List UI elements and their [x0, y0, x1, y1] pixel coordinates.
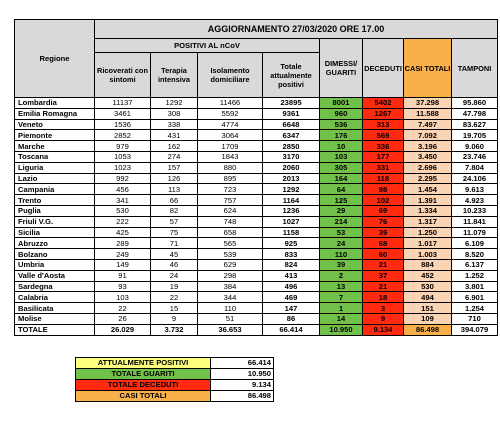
cell-isolamento: 344 — [198, 292, 263, 303]
cell-dimessi: 214 — [320, 216, 363, 227]
table-row — [15, 108, 498, 119]
cell-dimessi: 8001 — [320, 98, 363, 109]
summary-value: 66.414 — [211, 358, 274, 369]
cell-terapia: 24 — [151, 270, 198, 281]
cell-deceduti: 336 — [363, 141, 404, 152]
cell-deceduti: 569 — [363, 130, 404, 141]
table-row — [15, 130, 498, 141]
positivi-group-header: POSITIVI AL nCoV — [95, 39, 320, 53]
table-row — [15, 227, 498, 238]
cell-isolamento: 1709 — [198, 141, 263, 152]
cell-isolamento: 384 — [198, 281, 263, 292]
cell-isolamento: 748 — [198, 216, 263, 227]
summary-label: TOTALE GUARITI — [76, 369, 211, 380]
cell-ricoverati: 1053 — [95, 151, 151, 162]
cell-dimessi: 13 — [320, 281, 363, 292]
cell-ricoverati: 26 — [95, 313, 151, 324]
cell-ricoverati: 93 — [95, 281, 151, 292]
cell-tamponi: 8.520 — [452, 249, 498, 260]
totale-row — [15, 324, 498, 335]
report-container — [14, 19, 498, 336]
cell-casi: 109 — [404, 313, 452, 324]
cell-deceduti: 102 — [363, 195, 404, 206]
cell-terapia: 308 — [151, 108, 198, 119]
cell-ricoverati: 1023 — [95, 162, 151, 173]
cell-ricoverati: 3461 — [95, 108, 151, 119]
cell-isolamento: 565 — [198, 238, 263, 249]
cell-terapia: 82 — [151, 205, 198, 216]
cell-ricoverati: 992 — [95, 173, 151, 184]
cell-dimessi: 125 — [320, 195, 363, 206]
cell-tamponi: 11.079 — [452, 227, 498, 238]
cell-totale: 2013 — [263, 173, 320, 184]
summary-body — [76, 358, 274, 402]
cell-ricoverati: 530 — [95, 205, 151, 216]
cell-dimessi: 24 — [320, 238, 363, 249]
cell-casi: 2.696 — [404, 162, 452, 173]
cell-terapia: 126 — [151, 173, 198, 184]
table-row — [15, 119, 498, 130]
cell-terapia: 75 — [151, 227, 198, 238]
cell-totale: 1292 — [263, 184, 320, 195]
cell-regione: Lombardia — [15, 98, 95, 109]
summary-value: 9.134 — [211, 380, 274, 391]
cell-totale: 1164 — [263, 195, 320, 206]
cell-dimessi: 176 — [320, 130, 363, 141]
cell-deceduti: 37 — [363, 270, 404, 281]
cell-terapia: 22 — [151, 292, 198, 303]
cell-casi: 1.317 — [404, 216, 452, 227]
cell-casi: 1.250 — [404, 227, 452, 238]
totale-positivi: 66.414 — [263, 324, 320, 335]
cell-regione: Toscana — [15, 151, 95, 162]
cell-tamponi: 3.801 — [452, 281, 498, 292]
cell-totale: 496 — [263, 281, 320, 292]
page-title: AGGIORNAMENTO 27/03/2020 ORE 17.00 — [95, 20, 498, 39]
table-row — [15, 195, 498, 206]
table-row — [15, 270, 498, 281]
cell-regione: Puglia — [15, 205, 95, 216]
cell-tamponi: 19.705 — [452, 130, 498, 141]
cell-isolamento: 629 — [198, 259, 263, 270]
cell-regione: Lazio — [15, 173, 95, 184]
cell-deceduti: 18 — [363, 292, 404, 303]
cell-casi: 1.454 — [404, 184, 452, 195]
totale-deceduti: 9.134 — [363, 324, 404, 335]
cell-ricoverati: 222 — [95, 216, 151, 227]
cell-tamponi: 9.060 — [452, 141, 498, 152]
cell-terapia: 15 — [151, 303, 198, 314]
cell-tamponi: 47.798 — [452, 108, 498, 119]
table-row — [15, 151, 498, 162]
cell-isolamento: 895 — [198, 173, 263, 184]
totale-positivi-header: Totale attualmente positivi — [263, 53, 320, 98]
cell-casi: 884 — [404, 259, 452, 270]
cell-tamponi: 9.613 — [452, 184, 498, 195]
cell-terapia: 57 — [151, 216, 198, 227]
table-row — [15, 259, 498, 270]
cell-totale: 925 — [263, 238, 320, 249]
table-row — [15, 249, 498, 260]
cell-dimessi: 2 — [320, 270, 363, 281]
cell-regione: Trento — [15, 195, 95, 206]
cell-casi: 3.450 — [404, 151, 452, 162]
table-row — [15, 216, 498, 227]
cell-totale: 413 — [263, 270, 320, 281]
totale-terapia: 3.732 — [151, 324, 198, 335]
cell-isolamento: 880 — [198, 162, 263, 173]
terapia-header: Terapia intensiva — [151, 53, 198, 98]
cell-isolamento: 298 — [198, 270, 263, 281]
cell-casi: 1.017 — [404, 238, 452, 249]
cell-casi: 37.298 — [404, 98, 452, 109]
cell-terapia: 9 — [151, 313, 198, 324]
regione-header: Regione — [15, 20, 95, 98]
cell-totale: 1027 — [263, 216, 320, 227]
summary-table — [75, 357, 274, 402]
cell-ricoverati: 91 — [95, 270, 151, 281]
cell-deceduti: 21 — [363, 259, 404, 270]
cell-ricoverati: 425 — [95, 227, 151, 238]
cell-isolamento: 757 — [198, 195, 263, 206]
cell-deceduti: 5402 — [363, 98, 404, 109]
cell-dimessi: 1 — [320, 303, 363, 314]
cell-dimessi: 536 — [320, 119, 363, 130]
cell-deceduti: 118 — [363, 173, 404, 184]
table-body — [15, 98, 498, 325]
cell-casi: 7.092 — [404, 130, 452, 141]
cell-terapia: 338 — [151, 119, 198, 130]
cell-ricoverati: 22 — [95, 303, 151, 314]
table-row — [15, 98, 498, 109]
cell-totale: 2060 — [263, 162, 320, 173]
cell-isolamento: 11466 — [198, 98, 263, 109]
cell-isolamento: 1843 — [198, 151, 263, 162]
cell-dimessi: 110 — [320, 249, 363, 260]
cell-dimessi: 53 — [320, 227, 363, 238]
cell-ricoverati: 11137 — [95, 98, 151, 109]
cell-tamponi: 1.252 — [452, 270, 498, 281]
cell-regione: Umbria — [15, 259, 95, 270]
cell-casi: 452 — [404, 270, 452, 281]
ricoverati-header: Ricoverati con sintomi — [95, 53, 151, 98]
cell-ricoverati: 249 — [95, 249, 151, 260]
cell-regione: Calabria — [15, 292, 95, 303]
cell-regione: Veneto — [15, 119, 95, 130]
cell-regione: Molise — [15, 313, 95, 324]
cell-regione: Emilia Romagna — [15, 108, 95, 119]
cell-totale: 824 — [263, 259, 320, 270]
cell-regione: Campania — [15, 184, 95, 195]
totale-casi: 86.498 — [404, 324, 452, 335]
cell-regione: Liguria — [15, 162, 95, 173]
totale-ricoverati: 26.029 — [95, 324, 151, 335]
cell-deceduti: 3 — [363, 303, 404, 314]
cell-deceduti: 331 — [363, 162, 404, 173]
cell-terapia: 46 — [151, 259, 198, 270]
tamponi-header: TAMPONI — [452, 39, 498, 98]
table-row — [15, 141, 498, 152]
cell-tamponi: 23.746 — [452, 151, 498, 162]
cell-casi: 530 — [404, 281, 452, 292]
cell-casi: 151 — [404, 303, 452, 314]
cell-deceduti: 39 — [363, 227, 404, 238]
table-row — [15, 281, 498, 292]
cell-ricoverati: 2852 — [95, 130, 151, 141]
cell-deceduti: 68 — [363, 238, 404, 249]
casi-totali-header: CASI TOTALI — [404, 39, 452, 98]
cell-regione: Bolzano — [15, 249, 95, 260]
cell-terapia: 1292 — [151, 98, 198, 109]
cell-tamponi: 24.106 — [452, 173, 498, 184]
cell-deceduti: 313 — [363, 119, 404, 130]
cell-totale: 833 — [263, 249, 320, 260]
table-row — [15, 238, 498, 249]
cell-deceduti: 21 — [363, 281, 404, 292]
cell-dimessi: 7 — [320, 292, 363, 303]
cell-isolamento: 4774 — [198, 119, 263, 130]
cell-ricoverati: 289 — [95, 238, 151, 249]
cell-casi: 494 — [404, 292, 452, 303]
cell-dimessi: 960 — [320, 108, 363, 119]
cell-ricoverati: 979 — [95, 141, 151, 152]
cell-isolamento: 3064 — [198, 130, 263, 141]
table-row — [15, 292, 498, 303]
cell-casi: 3.196 — [404, 141, 452, 152]
cell-terapia: 157 — [151, 162, 198, 173]
cell-totale: 1158 — [263, 227, 320, 238]
cell-isolamento: 5592 — [198, 108, 263, 119]
cell-terapia: 19 — [151, 281, 198, 292]
cell-terapia: 66 — [151, 195, 198, 206]
cell-totale: 23895 — [263, 98, 320, 109]
cell-terapia: 431 — [151, 130, 198, 141]
cell-tamponi: 6.137 — [452, 259, 498, 270]
cell-totale: 147 — [263, 303, 320, 314]
cell-regione: Basilicata — [15, 303, 95, 314]
covid-data-table — [14, 19, 498, 336]
cell-terapia: 113 — [151, 184, 198, 195]
cell-ricoverati: 149 — [95, 259, 151, 270]
isolamento-header: Isolamento domiciliare — [198, 53, 263, 98]
cell-tamponi: 4.923 — [452, 195, 498, 206]
cell-casi: 2.295 — [404, 173, 452, 184]
table-row — [15, 205, 498, 216]
cell-ricoverati: 103 — [95, 292, 151, 303]
cell-ricoverati: 341 — [95, 195, 151, 206]
cell-regione: Valle d'Aosta — [15, 270, 95, 281]
cell-dimessi: 103 — [320, 151, 363, 162]
summary-value: 86.498 — [211, 391, 274, 402]
cell-isolamento: 539 — [198, 249, 263, 260]
cell-casi: 1.391 — [404, 195, 452, 206]
cell-totale: 6648 — [263, 119, 320, 130]
cell-ricoverati: 1536 — [95, 119, 151, 130]
cell-dimessi: 305 — [320, 162, 363, 173]
cell-tamponi: 11.841 — [452, 216, 498, 227]
table-row — [15, 313, 498, 324]
cell-isolamento: 51 — [198, 313, 263, 324]
summary-label: TOTALE DECEDUTI — [76, 380, 211, 391]
cell-deceduti: 9 — [363, 313, 404, 324]
cell-tamponi: 83.627 — [452, 119, 498, 130]
summary-label: CASI TOTALI — [76, 391, 211, 402]
dimessi-header: DIMESSI/ GUARITI — [320, 39, 363, 98]
cell-dimessi: 64 — [320, 184, 363, 195]
cell-tamponi: 710 — [452, 313, 498, 324]
cell-regione: Sardegna — [15, 281, 95, 292]
cell-isolamento: 658 — [198, 227, 263, 238]
table-row — [15, 162, 498, 173]
totale-dimessi: 10.950 — [320, 324, 363, 335]
cell-regione: Marche — [15, 141, 95, 152]
cell-regione: Sicilia — [15, 227, 95, 238]
cell-terapia: 162 — [151, 141, 198, 152]
cell-casi: 7.497 — [404, 119, 452, 130]
summary-value: 10.950 — [211, 369, 274, 380]
cell-deceduti: 98 — [363, 184, 404, 195]
totale-label: TOTALE — [15, 324, 95, 335]
cell-isolamento: 624 — [198, 205, 263, 216]
table-row — [15, 173, 498, 184]
cell-dimessi: 39 — [320, 259, 363, 270]
totale-tamponi: 394.079 — [452, 324, 498, 335]
cell-ricoverati: 456 — [95, 184, 151, 195]
cell-regione: Abruzzo — [15, 238, 95, 249]
cell-tamponi: 7.804 — [452, 162, 498, 173]
summary-row — [76, 358, 274, 369]
cell-deceduti: 177 — [363, 151, 404, 162]
summary-row — [76, 369, 274, 380]
cell-deceduti: 60 — [363, 249, 404, 260]
cell-terapia: 274 — [151, 151, 198, 162]
deceduti-header: DECEDUTI — [363, 39, 404, 98]
cell-regione: Piemonte — [15, 130, 95, 141]
cell-totale: 86 — [263, 313, 320, 324]
cell-dimessi: 164 — [320, 173, 363, 184]
summary-row — [76, 380, 274, 391]
cell-isolamento: 110 — [198, 303, 263, 314]
cell-totale: 6347 — [263, 130, 320, 141]
cell-dimessi: 29 — [320, 205, 363, 216]
cell-deceduti: 69 — [363, 205, 404, 216]
cell-casi: 11.588 — [404, 108, 452, 119]
cell-tamponi: 1.254 — [452, 303, 498, 314]
cell-dimessi: 10 — [320, 141, 363, 152]
cell-totale: 469 — [263, 292, 320, 303]
cell-tamponi: 6.901 — [452, 292, 498, 303]
cell-totale: 3170 — [263, 151, 320, 162]
summary-row — [76, 391, 274, 402]
cell-isolamento: 723 — [198, 184, 263, 195]
table-row — [15, 184, 498, 195]
cell-totale: 9361 — [263, 108, 320, 119]
cell-terapia: 45 — [151, 249, 198, 260]
cell-deceduti: 1267 — [363, 108, 404, 119]
cell-totale: 1236 — [263, 205, 320, 216]
cell-regione: Friuli V.G. — [15, 216, 95, 227]
cell-deceduti: 76 — [363, 216, 404, 227]
cell-tamponi: 95.860 — [452, 98, 498, 109]
cell-dimessi: 14 — [320, 313, 363, 324]
cell-terapia: 71 — [151, 238, 198, 249]
cell-casi: 1.003 — [404, 249, 452, 260]
table-row — [15, 303, 498, 314]
cell-tamponi: 6.109 — [452, 238, 498, 249]
cell-totale: 2850 — [263, 141, 320, 152]
totale-isolamento: 36.653 — [198, 324, 263, 335]
cell-casi: 1.334 — [404, 205, 452, 216]
summary-label: ATTUALMENTE POSITIVI — [76, 358, 211, 369]
cell-tamponi: 10.233 — [452, 205, 498, 216]
